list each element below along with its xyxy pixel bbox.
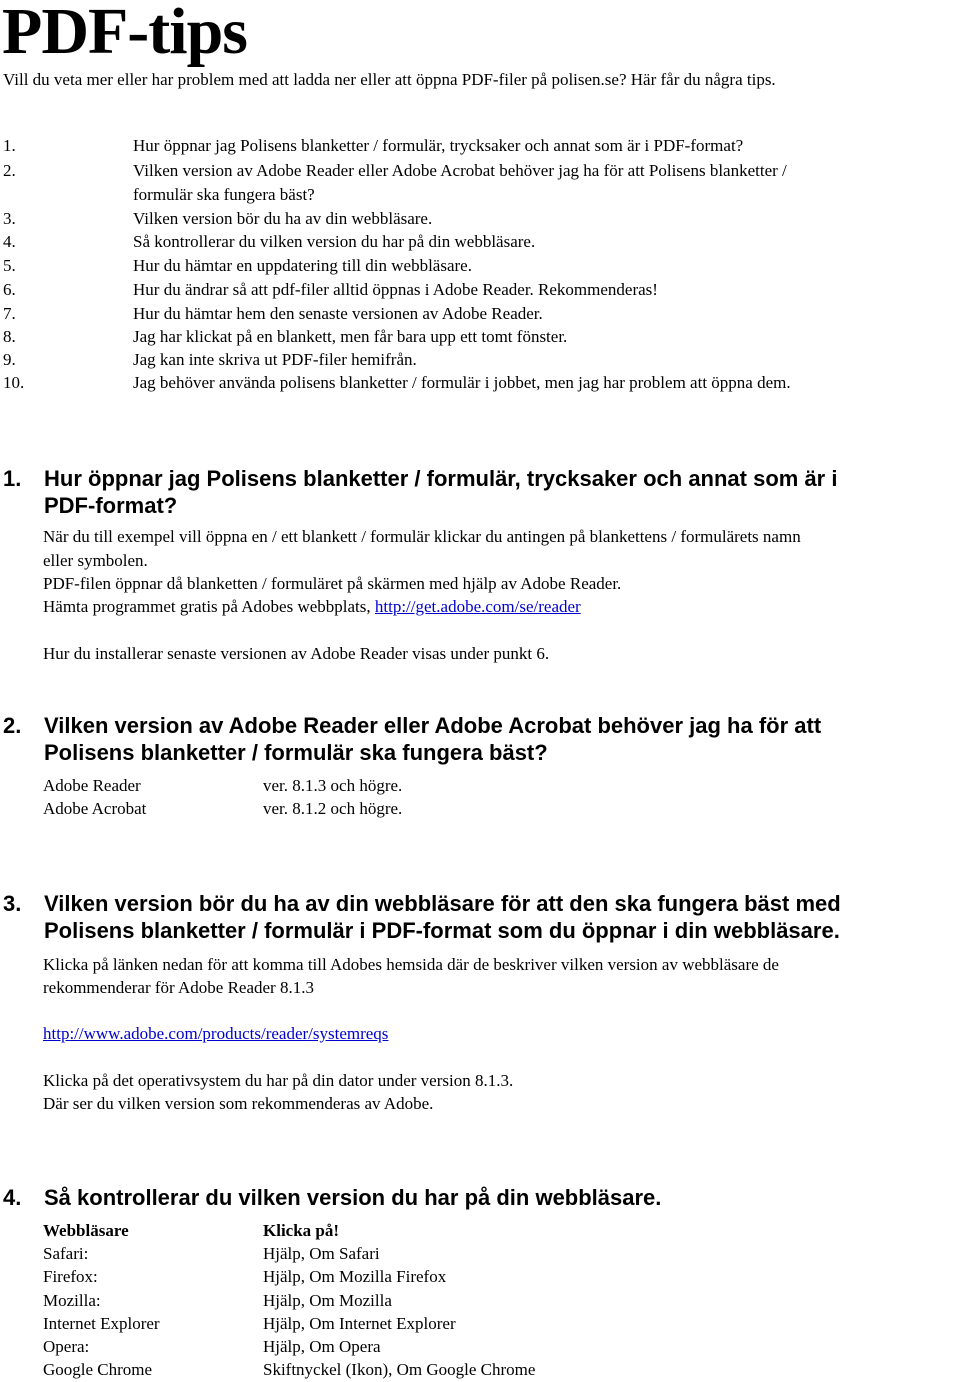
toc-label: Vilken version bör du ha av din webbläsare. [133, 209, 433, 228]
browser-column-header: Webbläsare [43, 1221, 129, 1240]
toc-label: Hur du ändrar så att pdf-filer alltid öppnas i Adobe Reader. Rekommenderas! [133, 280, 658, 299]
toc-label: Jag kan inte skriva ut PDF-filer hemifrån. [133, 350, 417, 369]
browser-action: Hjälp, Om Mozilla [263, 1291, 392, 1310]
section-3-paragraph: Där ser du vilken version som rekommenderas av Adobe. [43, 1094, 434, 1113]
toc-number: 5. [3, 256, 16, 275]
section-heading-line-1: Vilken version bör du ha av din webbläsare för att den ska fungera bäst med [44, 891, 841, 916]
section-heading-line-1: Vilken version av Adobe Reader eller Adobe Acrobat behöver jag ha för att [44, 713, 822, 738]
toc-number: 8. [3, 327, 16, 346]
system-requirements-link-text[interactable]: http://www.adobe.com/products/reader/systemreqs [43, 1024, 389, 1043]
section-3-paragraph: rekommenderar för Adobe Reader 8.1.3 [43, 978, 314, 997]
intro-text: Vill du veta mer eller har problem med att ladda ner eller att öppna PDF-filer på polisen.se? Här får du några tips. [3, 70, 776, 89]
toc-number: 6. [3, 280, 16, 299]
section-3-paragraph: Klicka på länken nedan för att komma till Adobes hemsida där de beskriver vilken version av webbläsare de [43, 955, 779, 974]
section-heading-line-2: Polisens blanketter / formulär i PDF-format som du öppnar i din webbläsare. [44, 918, 840, 943]
section-number: 2. [3, 713, 22, 738]
toc-number: 7. [3, 304, 16, 323]
action-column-header: Klicka på! [263, 1221, 340, 1240]
browser-action: Hjälp, Om Internet Explorer [263, 1314, 456, 1333]
download-text: Hämta programmet gratis på Adobes webbplats, [43, 597, 375, 616]
section-heading-line-2: PDF-format? [44, 493, 178, 518]
section-3-paragraph: Klicka på det operativsystem du har på din dator under version 8.1.3. [43, 1071, 514, 1090]
page-title: PDF-tips [2, 0, 247, 68]
toc-number: 4. [3, 232, 16, 251]
toc-number: 3. [3, 209, 16, 228]
system-requirements-link[interactable] [43, 1022, 388, 1045]
toc-label: Jag har klickat på en blankett, men får bara upp ett tomt fönster. [133, 327, 568, 346]
browser-action: Skiftnyckel (Ikon), Om Google Chrome [263, 1360, 536, 1379]
section-number: 1. [3, 466, 22, 491]
section-1-install-note: Hur du installerar senaste versionen av Adobe Reader visas under punkt 6. [43, 644, 550, 663]
adobe-reader-download-link[interactable]: http://get.adobe.com/se/reader [374, 597, 581, 616]
toc-number: 9. [3, 350, 16, 369]
browser-name: Opera: [43, 1337, 90, 1356]
browser-name: Google Chrome [43, 1360, 153, 1379]
toc-label: Hur öppnar jag Polisens blanketter / formulär, trycksaker och annat som är i PDF-format? [133, 136, 744, 155]
version-name: Adobe Reader [43, 776, 141, 795]
section-number: 3. [3, 891, 22, 916]
toc-number: 1. [3, 136, 16, 155]
section-heading-line-1: Så kontrollerar du vilken version du har på din webbläsare. [44, 1185, 662, 1210]
browser-name: Internet Explorer [43, 1314, 160, 1333]
toc-number: 2. [3, 161, 16, 180]
section-1-download-line [43, 595, 581, 618]
version-name: Adobe Acrobat [43, 799, 147, 818]
toc-label: Hur du hämtar en uppdatering till din webbläsare. [133, 256, 472, 275]
section-heading-line-1: Hur öppnar jag Polisens blanketter / formulär, trycksaker och annat som är i [44, 466, 838, 491]
section-1-paragraph: PDF-filen öppnar då blanketten / formuläret på skärmen med hjälp av Adobe Reader. [43, 574, 622, 593]
browser-name: Firefox: [43, 1267, 98, 1286]
browser-action: Hjälp, Om Opera [263, 1337, 381, 1356]
toc-label: Jag behöver använda polisens blanketter / formulär i jobbet, men jag har problem att öppna dem. [133, 373, 791, 392]
section-1-paragraph: eller symbolen. [43, 551, 148, 570]
browser-name: Mozilla: [43, 1291, 101, 1310]
section-number: 4. [3, 1185, 22, 1210]
browser-action: Hjälp, Om Safari [263, 1244, 380, 1263]
version-value: ver. 8.1.3 och högre. [263, 776, 403, 795]
version-value: ver. 8.1.2 och högre. [263, 799, 403, 818]
browser-action: Hjälp, Om Mozilla Firefox [263, 1267, 447, 1286]
toc-label: formulär ska fungera bäst? [133, 185, 315, 204]
section-heading-line-2: Polisens blanketter / formulär ska fungera bäst? [44, 740, 548, 765]
toc-label: Vilken version av Adobe Reader eller Adobe Acrobat behöver jag ha för att Polisens blanketter / [133, 161, 787, 180]
toc-number: 10. [3, 373, 25, 392]
toc-label: Så kontrollerar du vilken version du har på din webbläsare. [133, 232, 536, 251]
browser-name: Safari: [43, 1244, 89, 1263]
toc-label: Hur du hämtar hem den senaste versionen av Adobe Reader. [133, 304, 543, 323]
section-1-paragraph: När du till exempel vill öppna en / ett blankett / formulär klickar du antingen på blankettens / formulärets namn [43, 527, 801, 546]
